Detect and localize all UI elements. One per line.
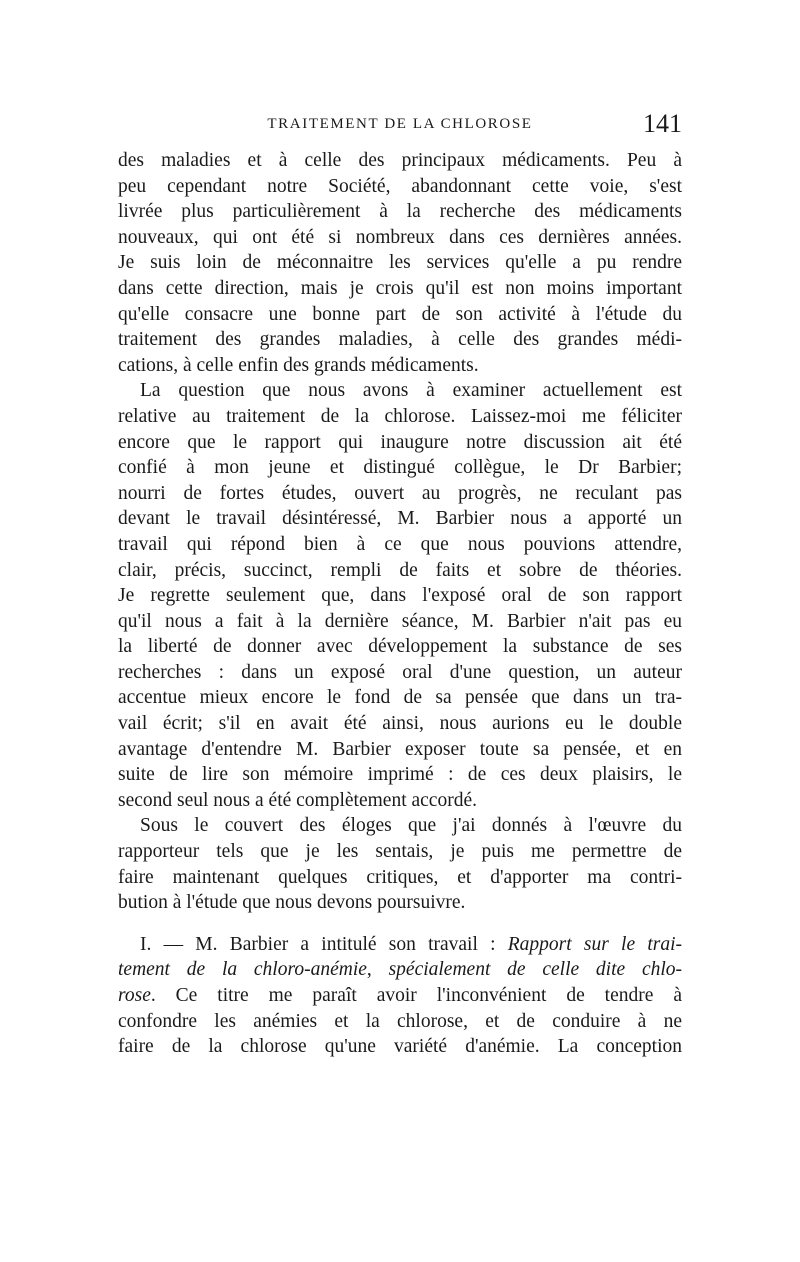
text-line: la liberté de donner avec développement la substance de ses bbox=[118, 636, 682, 658]
running-title: TRAITEMENT DE LA CHLOROSE bbox=[267, 116, 533, 132]
text-line: confondre les anémies et la chlorose, et de conduire à ne bbox=[118, 1010, 682, 1032]
section-i bbox=[118, 932, 682, 1060]
text-line: Je suis loin de méconnaitre les services qu'elle a pu rendre bbox=[118, 252, 682, 274]
body-text bbox=[118, 148, 682, 1060]
text-line: recherches : dans un exposé oral d'une question, un auteur bbox=[118, 661, 682, 683]
report-title-part: tement de la chloro-anémie bbox=[118, 959, 367, 981]
text-line: nouveaux, qui ont été si nombreux dans ces dernières années. bbox=[118, 226, 682, 248]
text-line: travail qui répond bien à ce que nous pouvions attendre, bbox=[118, 533, 682, 555]
text-line: traitement des grandes maladies, à celle des grandes médi- bbox=[118, 329, 682, 351]
text-line: La question que nous avons à examiner actuellement est bbox=[140, 380, 682, 402]
text-line: rapporteur tels que je les sentais, je puis me permettre de bbox=[118, 841, 682, 863]
text-line: devant le travail désintéressé, M. Barbier nous a apporté un bbox=[118, 508, 682, 530]
text-line: second seul nous a été complètement accordé. bbox=[118, 789, 477, 811]
text-line: qu'il nous a fait à la dernière séance, M. Barbier n'ait pas eu bbox=[118, 610, 682, 632]
page-header bbox=[118, 106, 682, 146]
text-line: relative au traitement de la chlorose. Laissez-moi me féliciter bbox=[118, 405, 682, 427]
text-line: accentue mieux encore le fond de sa pensée que dans un tra- bbox=[118, 687, 682, 709]
text-line: suite de lire son mémoire imprimé : de ces deux plaisirs, le bbox=[118, 764, 682, 786]
text-line: cations, à celle enfin des grands médicaments. bbox=[118, 354, 479, 376]
report-title-part: rose bbox=[118, 985, 151, 1006]
section-lead: I. — M. Barbier a intitulé son travail : bbox=[140, 933, 508, 955]
text-run: . Ce titre me paraît avoir l'inconvénient de tendre à bbox=[150, 985, 682, 1006]
report-title-part: spécialement de celle dite chlo- bbox=[388, 959, 682, 981]
text-line bbox=[118, 957, 682, 983]
report-title-part: Rapport sur le trai- bbox=[507, 933, 682, 955]
text-line: Sous le couvert des éloges que j'ai donnés à l'œuvre du bbox=[140, 815, 682, 837]
text-line: Je regrette seulement que, dans l'exposé oral de son rapport bbox=[118, 585, 682, 607]
text-line bbox=[118, 983, 682, 1009]
text-line: peu cependant notre Société, abandonnant cette voie, s'est bbox=[118, 175, 682, 197]
text-line: bution à l'étude que nous devons poursuivre. bbox=[118, 892, 466, 914]
text-line: des maladies et à celle des principaux médicaments. Peu à bbox=[118, 150, 682, 171]
text-line: qu'elle consacre une bonne part de son activité à l'étude du bbox=[118, 303, 682, 325]
text-line: faire de la chlorose qu'une variété d'anémie. La conception bbox=[118, 1036, 682, 1058]
text-line: nourri de fortes études, ouvert au progrès, ne reculant pas bbox=[118, 482, 682, 504]
paragraph-3 bbox=[118, 813, 682, 915]
text-line: dans cette direction, mais je crois qu'il est non moins important bbox=[118, 277, 682, 299]
text-line: avantage d'entendre M. Barbier exposer toute sa pensée, et en bbox=[118, 738, 682, 760]
page-number: 141 bbox=[643, 109, 682, 138]
text-line bbox=[118, 932, 682, 958]
paragraph-2 bbox=[118, 378, 682, 813]
paragraph-1 bbox=[118, 148, 682, 378]
text-line: clair, précis, succinct, rempli de faits et sobre de théories. bbox=[118, 559, 682, 581]
text-line: vail écrit; s'il en avait été ainsi, nous aurions eu le double bbox=[118, 713, 682, 735]
section-gap bbox=[118, 916, 682, 932]
text-line: faire maintenant quelques critiques, et d'apporter ma contri- bbox=[118, 866, 682, 888]
text-line: encore que le rapport qui inaugure notre discussion ait été bbox=[118, 431, 682, 453]
separator: , bbox=[366, 959, 389, 981]
text-line: confié à mon jeune et distingué collègue, le Dr Barbier; bbox=[118, 457, 682, 479]
text-line: livrée plus particulièrement à la recherche des médicaments bbox=[118, 201, 682, 223]
